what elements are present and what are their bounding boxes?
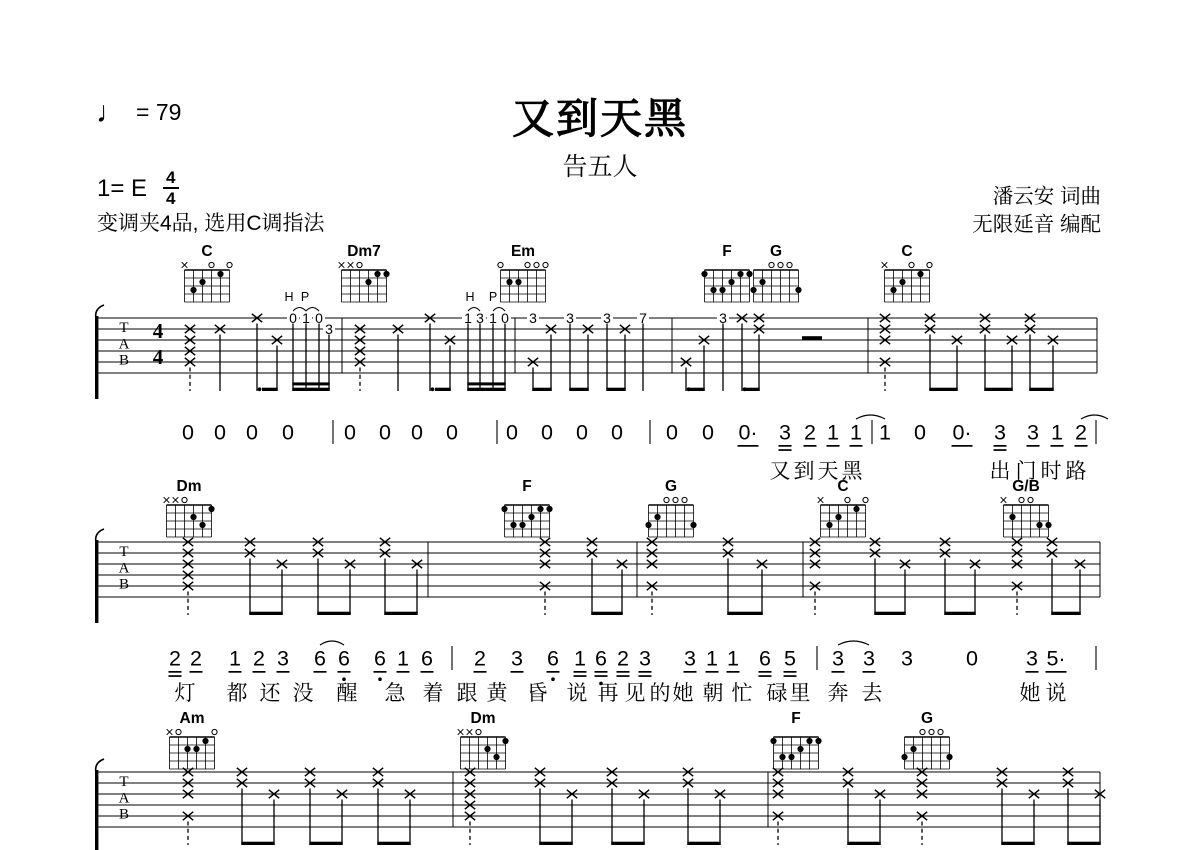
time-signature-top: 4 (163, 169, 178, 189)
jianpu-note: 0 (344, 420, 356, 445)
jianpu-note: 0 (914, 420, 926, 445)
chord-diagram-G/B (1001, 478, 1052, 537)
lyric-char: 说 (1045, 682, 1067, 705)
chord-label: G (769, 243, 783, 260)
lyric-char: 再 (597, 682, 619, 705)
chord-diagram-C (818, 478, 868, 537)
jianpu-note: 6 (374, 646, 386, 671)
chord-label: Dm (470, 710, 496, 727)
tab-system-2 (95, 478, 1100, 623)
lyric-char: 又 (769, 460, 791, 483)
chord-label: Dm7 (347, 243, 381, 260)
lyric-char: 奔 (827, 682, 849, 705)
chord-label: C (901, 243, 913, 260)
jianpu-row-1 (182, 415, 1108, 483)
lyric-char: 醒 (336, 682, 358, 705)
jianpu-note: 2 (804, 420, 816, 445)
jianpu-note: 3 (1027, 420, 1039, 445)
fret-number: 3 (719, 309, 727, 326)
jianpu-note: 0 (182, 420, 194, 445)
credit-line-arranger: 无限延音 编配 (972, 212, 1101, 236)
chord-diagram-F (701, 243, 752, 302)
jianpu-note: 3 (779, 420, 791, 445)
jianpu-note: 1 (850, 420, 862, 445)
jianpu-note: 0 (702, 420, 714, 445)
chord-label: C (201, 243, 213, 260)
jianpu-note: 1 (706, 646, 718, 671)
lyric-char: 着 (422, 682, 444, 705)
chord-diagram-Am (167, 710, 217, 769)
jianpu-note: 1 (229, 646, 241, 671)
jianpu-row-2 (169, 641, 1097, 705)
jianpu-note: 5· (1046, 646, 1066, 671)
lyric-char: 她 (1019, 682, 1041, 705)
song-title: 又到天黑 (511, 95, 688, 142)
jianpu-note: 2 (1075, 420, 1087, 445)
fret-number: 3 (476, 309, 484, 326)
jianpu-note: 5 (784, 646, 796, 671)
jianpu-note: 2 (190, 646, 202, 671)
jianpu-note: 0 (282, 420, 294, 445)
fret-number: 0 (315, 309, 323, 326)
jianpu-note: 1 (1051, 420, 1063, 445)
jianpu-note: 3 (277, 646, 289, 671)
tie-slur (856, 415, 885, 419)
tab-system-3 (95, 710, 1105, 850)
jianpu-note: 1 (827, 420, 839, 445)
jianpu-note: 1 (879, 420, 891, 445)
lyric-char: 的 (649, 682, 671, 705)
jianpu-note: 6 (595, 646, 607, 671)
jianpu-note: 0 (446, 420, 458, 445)
jianpu-note: 3 (901, 646, 913, 671)
chord-label: Dm (176, 478, 202, 495)
tab-clef-letter: A (118, 790, 130, 807)
lyric-char: 见 (624, 682, 646, 705)
chord-diagram-C (182, 243, 232, 302)
chord-label: Am (179, 710, 205, 727)
chord-label: Em (510, 243, 536, 260)
capo-note: 变调夹4品, 选用C调指法 (97, 212, 325, 235)
tab-clef-letter: A (118, 560, 130, 577)
tab-clef-letter: T (119, 774, 129, 790)
lyric-char: 忙 (731, 682, 753, 705)
lyric-char: 出 (989, 460, 1011, 483)
staff-time-top: 4 (152, 319, 164, 343)
jianpu-note: 3 (511, 646, 523, 671)
chord-diagram-Em (498, 243, 548, 302)
key-label: 1= E (97, 175, 148, 202)
lyric-char: 门 (1015, 460, 1037, 483)
chord-label: F (522, 478, 532, 495)
jianpu-note: 3 (863, 646, 875, 671)
credit-line-composer: 潘云安 词曲 (992, 185, 1101, 208)
tab-clef-letter: B (118, 576, 130, 593)
chord-diagram-C (882, 243, 932, 302)
lyric-char: 黄 (486, 682, 508, 705)
tab-system-1 (95, 243, 1097, 399)
technique-label: P (300, 290, 310, 304)
fret-number: 3 (566, 309, 574, 326)
quarter-note-icon: ♩ (96, 95, 126, 129)
jianpu-note: 2 (474, 646, 486, 671)
chord-label: F (791, 710, 801, 727)
lyric-char: 说 (566, 682, 588, 705)
tab-clef-letter: T (119, 320, 129, 336)
lyric-char: 天 (817, 460, 839, 483)
jianpu-note: 2 (169, 646, 181, 671)
lyric-char: 到 (793, 460, 815, 483)
tie-slur (1081, 415, 1108, 419)
chord-diagram-G (750, 243, 801, 302)
lyric-char: 昏 (526, 682, 548, 705)
tempo-value: = 79 (136, 99, 182, 125)
chord-label: F (722, 243, 732, 260)
jianpu-note: 0 (411, 420, 423, 445)
fret-number: 0 (289, 309, 297, 326)
chord-diagram-F (501, 478, 552, 537)
half-rest (802, 336, 822, 340)
lyric-char: 灯 (174, 682, 196, 705)
jianpu-note: 3 (994, 420, 1006, 445)
jianpu-note: 0 (379, 420, 391, 445)
jianpu-note: 0 (214, 420, 226, 445)
lyric-char: 跟 (456, 682, 478, 705)
lyric-char: 急 (384, 682, 406, 705)
tab-clef-letter: A (118, 336, 130, 353)
technique-label: P (488, 290, 498, 304)
jianpu-note: 0· (738, 420, 758, 445)
tab-clef-letter: B (118, 806, 130, 823)
fret-number: 1 (302, 309, 310, 326)
jianpu-note: 0 (966, 646, 978, 671)
chord-diagram-Dm (458, 710, 509, 769)
tab-clef-letter: T (119, 544, 129, 560)
lyric-char: 里 (789, 682, 811, 705)
staff-time-bottom: 4 (152, 345, 164, 369)
chord-diagram-F (770, 710, 821, 769)
jianpu-note: 2 (617, 646, 629, 671)
fret-number: 0 (501, 309, 509, 326)
jianpu-note: 1 (397, 646, 409, 671)
time-signature-bottom: 4 (166, 189, 176, 208)
fret-number: 1 (489, 309, 497, 326)
technique-label: H (465, 290, 475, 304)
lyric-char: 时 (1040, 460, 1062, 483)
jianpu-note: 6 (547, 646, 559, 671)
artist-name: 告五人 (562, 153, 638, 181)
lyric-char: 没 (292, 682, 314, 705)
jianpu-note: 3 (684, 646, 696, 671)
chord-label: G/B (1012, 478, 1040, 495)
chord-label: G (664, 478, 678, 495)
chord-diagram-G (901, 710, 952, 769)
fret-number: 7 (639, 309, 647, 326)
jianpu-note: 0 (541, 420, 553, 445)
jianpu-note: 1 (574, 646, 586, 671)
chord-diagram-G (645, 478, 696, 537)
jianpu-note: 6 (421, 646, 433, 671)
jianpu-note: 1 (727, 646, 739, 671)
jianpu-note: 0 (506, 420, 518, 445)
jianpu-note: 3 (832, 646, 844, 671)
lyric-char: 路 (1065, 460, 1087, 483)
jianpu-note: 6 (338, 646, 350, 671)
jianpu-note: 6 (759, 646, 771, 671)
fret-number: 1 (464, 309, 472, 326)
fret-number: 3 (529, 309, 537, 326)
tie-slur (838, 641, 869, 645)
chord-label: C (837, 478, 849, 495)
lyric-char: 朝 (702, 682, 724, 705)
jianpu-note: 0 (611, 420, 623, 445)
tie-slur (320, 641, 344, 645)
lyric-char: 还 (259, 682, 281, 705)
lyric-char: 去 (861, 682, 883, 705)
jianpu-note: 0 (666, 420, 678, 445)
lyric-char: 碌 (766, 682, 788, 705)
jianpu-note: 0 (576, 420, 588, 445)
chord-diagram-Dm7 (339, 243, 390, 302)
lyric-char: 黑 (841, 460, 863, 483)
jianpu-note: 2 (253, 646, 265, 671)
chord-diagram-Dm (164, 478, 215, 537)
lyric-char: 都 (226, 682, 248, 705)
technique-label: H (284, 290, 294, 304)
tab-clef-letter: B (118, 352, 130, 369)
chord-label: G (920, 710, 934, 727)
fret-number: 3 (325, 320, 333, 337)
jianpu-note: 0· (952, 420, 972, 445)
jianpu-note: 3 (639, 646, 651, 671)
jianpu-note: 3 (1026, 646, 1038, 671)
jianpu-note: 6 (314, 646, 326, 671)
fret-number: 3 (603, 309, 611, 326)
lyric-char: 她 (672, 682, 694, 705)
jianpu-note: 0 (246, 420, 258, 445)
